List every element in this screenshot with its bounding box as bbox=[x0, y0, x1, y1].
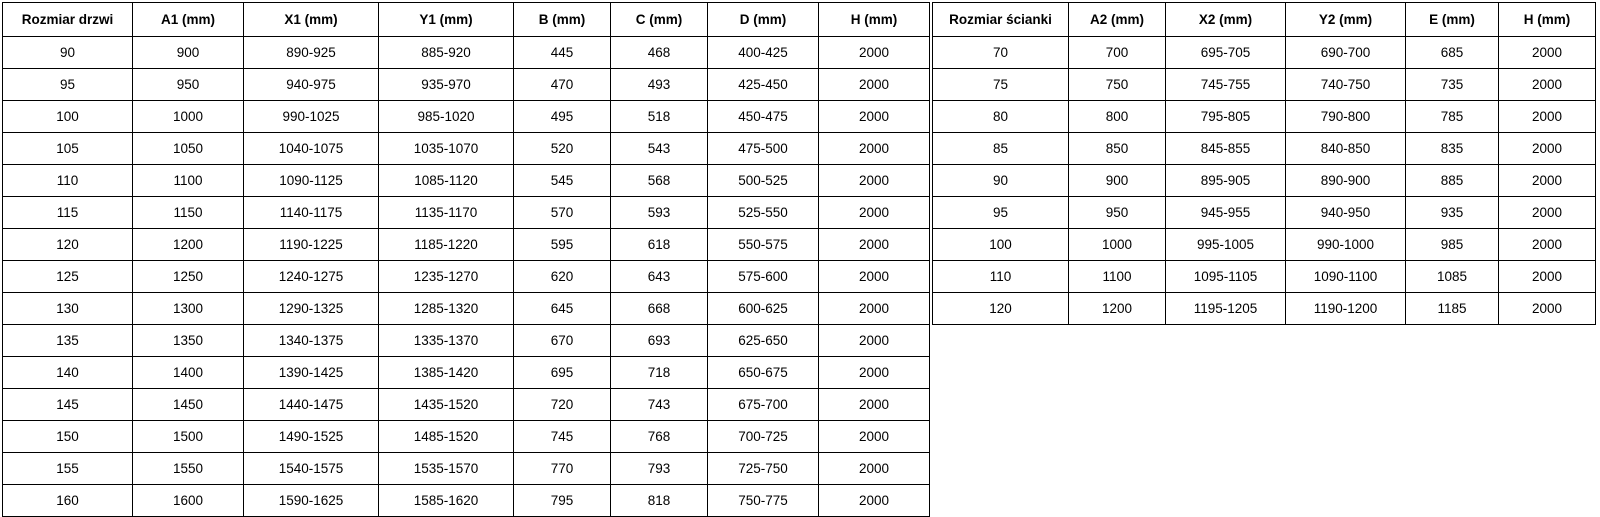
table-cell: 2000 bbox=[819, 133, 930, 165]
table-cell: 1190-1200 bbox=[1286, 293, 1406, 325]
table-cell: 795 bbox=[514, 485, 611, 517]
column-header: H (mm) bbox=[1499, 3, 1596, 37]
table-cell: 545 bbox=[514, 165, 611, 197]
table-cell: 2000 bbox=[819, 37, 930, 69]
table-cell: 740-750 bbox=[1286, 69, 1406, 101]
table-cell: 1185-1220 bbox=[379, 229, 514, 261]
table-cell: 1200 bbox=[1069, 293, 1166, 325]
table-cell: 1540-1575 bbox=[244, 453, 379, 485]
table-row bbox=[3, 69, 930, 101]
table-cell: 885 bbox=[1406, 165, 1499, 197]
table-row bbox=[3, 197, 930, 229]
table-cell: 1135-1170 bbox=[379, 197, 514, 229]
table-cell: 890-925 bbox=[244, 37, 379, 69]
table-cell: 1385-1420 bbox=[379, 357, 514, 389]
table-cell: 1090-1125 bbox=[244, 165, 379, 197]
table-cell: 618 bbox=[611, 229, 708, 261]
table-cell: 2000 bbox=[819, 357, 930, 389]
walls-dimensions-table bbox=[932, 2, 1596, 325]
table-cell: 2000 bbox=[819, 69, 930, 101]
table-cell: 1285-1320 bbox=[379, 293, 514, 325]
table-cell: 1600 bbox=[133, 485, 244, 517]
table-cell: 105 bbox=[3, 133, 133, 165]
table-cell: 2000 bbox=[1499, 101, 1596, 133]
column-header: X1 (mm) bbox=[244, 3, 379, 37]
table-cell: 625-650 bbox=[708, 325, 819, 357]
table-cell: 2000 bbox=[819, 229, 930, 261]
table-cell: 620 bbox=[514, 261, 611, 293]
table-cell: 1150 bbox=[133, 197, 244, 229]
table-cell: 675-700 bbox=[708, 389, 819, 421]
table-cell: 800 bbox=[1069, 101, 1166, 133]
table-cell: 1040-1075 bbox=[244, 133, 379, 165]
table-cell: 2000 bbox=[819, 261, 930, 293]
table-cell: 1240-1275 bbox=[244, 261, 379, 293]
table-cell: 2000 bbox=[1499, 197, 1596, 229]
table-cell: 693 bbox=[611, 325, 708, 357]
table-cell: 1490-1525 bbox=[244, 421, 379, 453]
table-cell: 835 bbox=[1406, 133, 1499, 165]
table-cell: 1585-1620 bbox=[379, 485, 514, 517]
table-cell: 500-525 bbox=[708, 165, 819, 197]
table-cell: 1235-1270 bbox=[379, 261, 514, 293]
table-cell: 1550 bbox=[133, 453, 244, 485]
table-cell: 770 bbox=[514, 453, 611, 485]
table-row bbox=[3, 37, 930, 69]
table-cell: 493 bbox=[611, 69, 708, 101]
table-cell: 160 bbox=[3, 485, 133, 517]
table-row bbox=[933, 37, 1596, 69]
table-cell: 1340-1375 bbox=[244, 325, 379, 357]
table-row bbox=[3, 389, 930, 421]
column-header: X2 (mm) bbox=[1166, 3, 1286, 37]
table-cell: 1085 bbox=[1406, 261, 1499, 293]
table-cell: 795-805 bbox=[1166, 101, 1286, 133]
table-cell: 150 bbox=[3, 421, 133, 453]
table-cell: 518 bbox=[611, 101, 708, 133]
table-cell: 575-600 bbox=[708, 261, 819, 293]
table-cell: 1435-1520 bbox=[379, 389, 514, 421]
table-cell: 785 bbox=[1406, 101, 1499, 133]
table-cell: 818 bbox=[611, 485, 708, 517]
table-cell: 790-800 bbox=[1286, 101, 1406, 133]
table-body bbox=[933, 37, 1596, 325]
table-cell: 750 bbox=[1069, 69, 1166, 101]
table-cell: 70 bbox=[933, 37, 1069, 69]
table-cell: 885-920 bbox=[379, 37, 514, 69]
table-cell: 1250 bbox=[133, 261, 244, 293]
table-cell: 1440-1475 bbox=[244, 389, 379, 421]
table-row bbox=[933, 69, 1596, 101]
table-cell: 985-1020 bbox=[379, 101, 514, 133]
table-cell: 120 bbox=[3, 229, 133, 261]
table-cell: 110 bbox=[3, 165, 133, 197]
table-row bbox=[3, 485, 930, 517]
table-cell: 130 bbox=[3, 293, 133, 325]
table-cell: 990-1025 bbox=[244, 101, 379, 133]
table-cell: 475-500 bbox=[708, 133, 819, 165]
table-cell: 2000 bbox=[1499, 229, 1596, 261]
table-cell: 935 bbox=[1406, 197, 1499, 229]
table-cell: 985 bbox=[1406, 229, 1499, 261]
table-cell: 593 bbox=[611, 197, 708, 229]
table-cell: 1100 bbox=[1069, 261, 1166, 293]
table-cell: 1050 bbox=[133, 133, 244, 165]
table-cell: 2000 bbox=[819, 485, 930, 517]
doors-dimensions-table bbox=[2, 2, 930, 517]
table-cell: 1485-1520 bbox=[379, 421, 514, 453]
table-row bbox=[933, 133, 1596, 165]
table-cell: 600-625 bbox=[708, 293, 819, 325]
table-cell: 720 bbox=[514, 389, 611, 421]
table-cell: 668 bbox=[611, 293, 708, 325]
table-row bbox=[933, 101, 1596, 133]
table-cell: 2000 bbox=[1499, 261, 1596, 293]
table-cell: 645 bbox=[514, 293, 611, 325]
table-cell: 725-750 bbox=[708, 453, 819, 485]
table-cell: 400-425 bbox=[708, 37, 819, 69]
table-cell: 2000 bbox=[819, 101, 930, 133]
table-cell: 2000 bbox=[819, 453, 930, 485]
table-cell: 2000 bbox=[1499, 133, 1596, 165]
table-cell: 1500 bbox=[133, 421, 244, 453]
table-cell: 525-550 bbox=[708, 197, 819, 229]
walls-dimensions-table-container bbox=[932, 2, 1596, 325]
table-cell: 850 bbox=[1069, 133, 1166, 165]
table-cell: 1000 bbox=[1069, 229, 1166, 261]
table-row bbox=[933, 165, 1596, 197]
table-cell: 643 bbox=[611, 261, 708, 293]
table-cell: 2000 bbox=[1499, 37, 1596, 69]
table-cell: 1590-1625 bbox=[244, 485, 379, 517]
table-cell: 793 bbox=[611, 453, 708, 485]
table-cell: 745 bbox=[514, 421, 611, 453]
table-cell: 2000 bbox=[819, 389, 930, 421]
table-cell: 895-905 bbox=[1166, 165, 1286, 197]
table-cell: 1300 bbox=[133, 293, 244, 325]
table-cell: 695-705 bbox=[1166, 37, 1286, 69]
table-row bbox=[933, 261, 1596, 293]
table-cell: 940-975 bbox=[244, 69, 379, 101]
table-cell: 95 bbox=[3, 69, 133, 101]
table-cell: 2000 bbox=[819, 325, 930, 357]
table-cell: 670 bbox=[514, 325, 611, 357]
table-cell: 700 bbox=[1069, 37, 1166, 69]
table-cell: 935-970 bbox=[379, 69, 514, 101]
table-cell: 940-950 bbox=[1286, 197, 1406, 229]
table-cell: 445 bbox=[514, 37, 611, 69]
table-cell: 1140-1175 bbox=[244, 197, 379, 229]
table-cell: 495 bbox=[514, 101, 611, 133]
table-cell: 718 bbox=[611, 357, 708, 389]
table-cell: 470 bbox=[514, 69, 611, 101]
table-row bbox=[933, 293, 1596, 325]
column-header: E (mm) bbox=[1406, 3, 1499, 37]
table-cell: 140 bbox=[3, 357, 133, 389]
table-cell: 995-1005 bbox=[1166, 229, 1286, 261]
table-cell: 80 bbox=[933, 101, 1069, 133]
table-cell: 743 bbox=[611, 389, 708, 421]
table-cell: 570 bbox=[514, 197, 611, 229]
table-cell: 1350 bbox=[133, 325, 244, 357]
table-row bbox=[3, 325, 930, 357]
table-cell: 520 bbox=[514, 133, 611, 165]
table-cell: 1095-1105 bbox=[1166, 261, 1286, 293]
table-cell: 2000 bbox=[819, 165, 930, 197]
table-row bbox=[3, 453, 930, 485]
table-cell: 950 bbox=[133, 69, 244, 101]
table-cell: 155 bbox=[3, 453, 133, 485]
table-cell: 110 bbox=[933, 261, 1069, 293]
table-cell: 135 bbox=[3, 325, 133, 357]
table-cell: 95 bbox=[933, 197, 1069, 229]
table-header-row bbox=[3, 3, 930, 37]
table-cell: 840-850 bbox=[1286, 133, 1406, 165]
table-cell: 145 bbox=[3, 389, 133, 421]
column-header: D (mm) bbox=[708, 3, 819, 37]
table-row bbox=[933, 229, 1596, 261]
column-header: Y1 (mm) bbox=[379, 3, 514, 37]
table-cell: 690-700 bbox=[1286, 37, 1406, 69]
table-cell: 75 bbox=[933, 69, 1069, 101]
table-cell: 900 bbox=[133, 37, 244, 69]
table-cell: 1185 bbox=[1406, 293, 1499, 325]
table-cell: 2000 bbox=[1499, 293, 1596, 325]
table-cell: 1390-1425 bbox=[244, 357, 379, 389]
table-cell: 900 bbox=[1069, 165, 1166, 197]
table-row bbox=[3, 133, 930, 165]
column-header: A1 (mm) bbox=[133, 3, 244, 37]
table-cell: 2000 bbox=[819, 293, 930, 325]
table-cell: 125 bbox=[3, 261, 133, 293]
table-cell: 550-575 bbox=[708, 229, 819, 261]
table-cell: 1085-1120 bbox=[379, 165, 514, 197]
table-cell: 543 bbox=[611, 133, 708, 165]
table-cell: 1100 bbox=[133, 165, 244, 197]
table-cell: 595 bbox=[514, 229, 611, 261]
table-row bbox=[3, 357, 930, 389]
table-cell: 1450 bbox=[133, 389, 244, 421]
doors-dimensions-table-container bbox=[2, 2, 930, 517]
table-cell: 1035-1070 bbox=[379, 133, 514, 165]
column-header: Rozmiar ścianki bbox=[933, 3, 1069, 37]
table-cell: 1190-1225 bbox=[244, 229, 379, 261]
table-row bbox=[933, 197, 1596, 229]
table-header-row bbox=[933, 3, 1596, 37]
table-row bbox=[3, 261, 930, 293]
table-cell: 650-675 bbox=[708, 357, 819, 389]
table-cell: 1535-1570 bbox=[379, 453, 514, 485]
table-cell: 120 bbox=[933, 293, 1069, 325]
table-row bbox=[3, 421, 930, 453]
table-cell: 745-755 bbox=[1166, 69, 1286, 101]
table-cell: 1400 bbox=[133, 357, 244, 389]
table-cell: 450-475 bbox=[708, 101, 819, 133]
column-header: H (mm) bbox=[819, 3, 930, 37]
table-cell: 2000 bbox=[819, 421, 930, 453]
table-cell: 90 bbox=[3, 37, 133, 69]
table-cell: 90 bbox=[933, 165, 1069, 197]
table-cell: 695 bbox=[514, 357, 611, 389]
table-cell: 2000 bbox=[1499, 69, 1596, 101]
column-header: Rozmiar drzwi bbox=[3, 3, 133, 37]
table-cell: 1335-1370 bbox=[379, 325, 514, 357]
table-cell: 990-1000 bbox=[1286, 229, 1406, 261]
table-cell: 2000 bbox=[819, 197, 930, 229]
table-cell: 685 bbox=[1406, 37, 1499, 69]
column-header: Y2 (mm) bbox=[1286, 3, 1406, 37]
table-row bbox=[3, 229, 930, 261]
table-cell: 115 bbox=[3, 197, 133, 229]
table-cell: 1000 bbox=[133, 101, 244, 133]
table-cell: 2000 bbox=[1499, 165, 1596, 197]
table-cell: 735 bbox=[1406, 69, 1499, 101]
table-cell: 845-855 bbox=[1166, 133, 1286, 165]
table-cell: 468 bbox=[611, 37, 708, 69]
table-cell: 1290-1325 bbox=[244, 293, 379, 325]
table-cell: 945-955 bbox=[1166, 197, 1286, 229]
table-cell: 768 bbox=[611, 421, 708, 453]
table-cell: 890-900 bbox=[1286, 165, 1406, 197]
table-cell: 568 bbox=[611, 165, 708, 197]
table-cell: 1200 bbox=[133, 229, 244, 261]
column-header: B (mm) bbox=[514, 3, 611, 37]
table-cell: 85 bbox=[933, 133, 1069, 165]
column-header: C (mm) bbox=[611, 3, 708, 37]
table-body bbox=[3, 37, 930, 517]
table-row bbox=[3, 165, 930, 197]
table-cell: 750-775 bbox=[708, 485, 819, 517]
table-cell: 950 bbox=[1069, 197, 1166, 229]
table-row bbox=[3, 293, 930, 325]
table-cell: 1090-1100 bbox=[1286, 261, 1406, 293]
table-cell: 100 bbox=[3, 101, 133, 133]
table-row bbox=[3, 101, 930, 133]
table-cell: 425-450 bbox=[708, 69, 819, 101]
table-cell: 1195-1205 bbox=[1166, 293, 1286, 325]
column-header: A2 (mm) bbox=[1069, 3, 1166, 37]
table-cell: 700-725 bbox=[708, 421, 819, 453]
table-cell: 100 bbox=[933, 229, 1069, 261]
